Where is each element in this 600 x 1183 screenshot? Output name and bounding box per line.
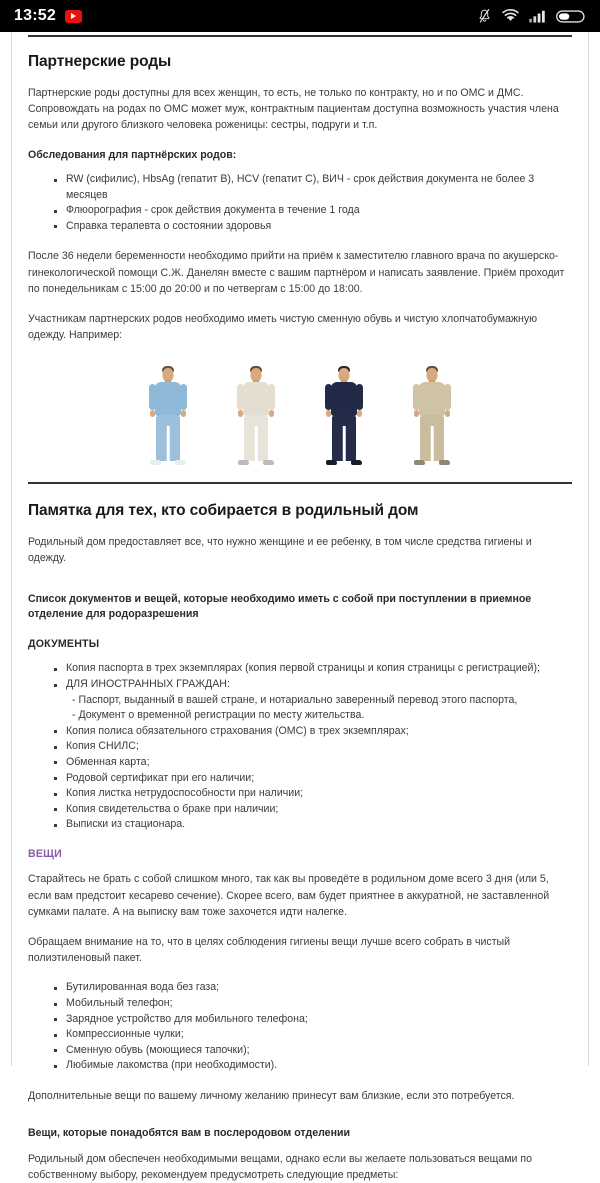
wifi-icon [502,9,519,23]
section1-intro-paragraph: Партнерские роды доступны для всех женщин, то есть, не только по контракту, но и по ОМС и ДМС. Сопровождать на родах по ОМС может муж, контрактным пациентам доступна возможность участия члена семьи или другого близкого человека роженицы: сестры, подруги и т.п. [28,87,559,132]
exams-list [28,172,572,234]
postpartum-heading: Вещи, которые понадобятся вам в послеродовом отделении [28,1127,350,1140]
things-paragraph-1: Старайтесь не брать с собой слишком много, так как вы проведёте в родильном доме всего 3 дня (или 5, если вам предстоит кесарево сечение). Скорее всего, вам будет приятнее в аккуратной, не заставленной сумками палате. А на выписку вам тоже захочется идти налегке. [28,873,550,918]
list-item: Флюорография - срок действия документа в течение 1 года [54,203,572,219]
list-item: Компрессионные чулки; [54,1027,572,1043]
bell-muted-icon [477,8,492,24]
things-note-paragraph: Дополнительные вещи по вашему личному желанию принесут вам близкие, если это потребуется. [28,1090,515,1103]
list-item: Обменная карта; [54,755,572,771]
status-clock: 13:52 [14,7,56,24]
documents-heading: ДОКУМЕНТЫ [28,637,100,650]
page-title: Партнерские роды [28,53,172,70]
clothing-note-paragraph: Участникам партнерских родов необходимо иметь чистую сменную обувь и чистую хлопчатобумажную одежду. Например: [28,313,538,342]
list-item: Родовой сертификат при его наличии; [54,771,572,787]
postpartum-paragraph: Родильный дом обеспечен необходимыми вещами, однако если вы желаете пользоваться вещами по собственному выбору, рекомендуем предусмотреть следующие предметы: [28,1152,533,1181]
things-list [28,980,572,1074]
list-item: Любимые лакомства (при необходимости). [54,1058,572,1074]
uniform-examples-image [28,354,572,466]
web-page-content[interactable] [0,32,600,1181]
status-bar-left [14,7,477,25]
youtube-icon [65,10,82,23]
documents-list-heading: Список документов и вещей, которые необходимо иметь с собой при поступлении в приемное отделение для родоразрешения [28,592,532,621]
figure-scrubs-light-blue [150,366,186,466]
status-bar-right [477,8,586,24]
page-border-left [11,32,12,1066]
things-paragraph-2: Обращаем внимание на то, что в целях соблюдения гигиены вещи лучше всего собрать в чистый полиэтиленовый пакет. [28,936,511,965]
list-item: ДЛЯ ИНОСТРАННЫХ ГРАЖДАН: [54,677,572,693]
list-item: RW (сифилис), HbsAg (гепатит B), HCV (гепатит C), ВИЧ - срок действия документа не более 3 месяцев [54,172,572,203]
section2-title: Памятка для тех, кто собирается в родильный дом [28,501,419,519]
list-item: Выписки из стационара. [54,817,572,833]
list-item: Копия паспорта в трех экземплярах (копия первой страницы и копия страницы с регистрацией); [54,661,572,677]
things-heading: ВЕЩИ [28,847,62,860]
section2-intro-paragraph: Родильный дом предоставляет все, что нужно женщине и ее ребенку, в том числе средства гигиены и одежду. [28,535,532,564]
article-content [28,32,572,1183]
list-item: Справка терапевта о состоянии здоровья [54,219,572,235]
exams-heading: Обследования для партнёрских родов: [28,148,237,161]
list-item: - Паспорт, выданный в вашей стране, и нотариально заверенный перевод этого паспорта, [72,693,518,706]
list-item: Копия СНИЛС; [54,739,572,755]
list-item: Зарядное устройство для мобильного телефона; [54,1012,572,1028]
figure-scrubs-beige [414,366,450,466]
list-item: Мобильный телефон; [54,996,572,1012]
documents-list [28,661,572,833]
list-item: Копия листка нетрудоспособности при наличии; [54,786,572,802]
list-item: - Документ о временной регистрации по месту жительства. [72,709,365,722]
appointment-paragraph: После 36 недели беременности необходимо прийти на приём к заместителю главного врача по акушерско-гинекологической помощи С.Ж. Данелян вместе с вашим партнёром и написать заявление. Приём проходит по понедельникам с 15:00 до 20:00 и по четвергам с 15:00 до 18:00. [28,250,565,295]
list-item: Бутилированная вода без газа; [54,980,572,996]
figure-scrubs-navy [326,366,362,466]
section-divider [28,482,572,484]
battery-icon [556,9,586,24]
top-divider [28,35,572,37]
list-item: Сменную обувь (моющиеся тапочки); [54,1043,572,1059]
status-bar [0,0,600,32]
list-item: Копия полиса обязательного страхования (ОМС) в трех экземплярах; [54,724,572,740]
list-item: Копия свидетельства о браке при наличии; [54,802,572,818]
cellular-signal-icon [529,10,546,23]
page-border-right [588,32,589,1066]
figure-scrubs-cream [238,366,274,466]
